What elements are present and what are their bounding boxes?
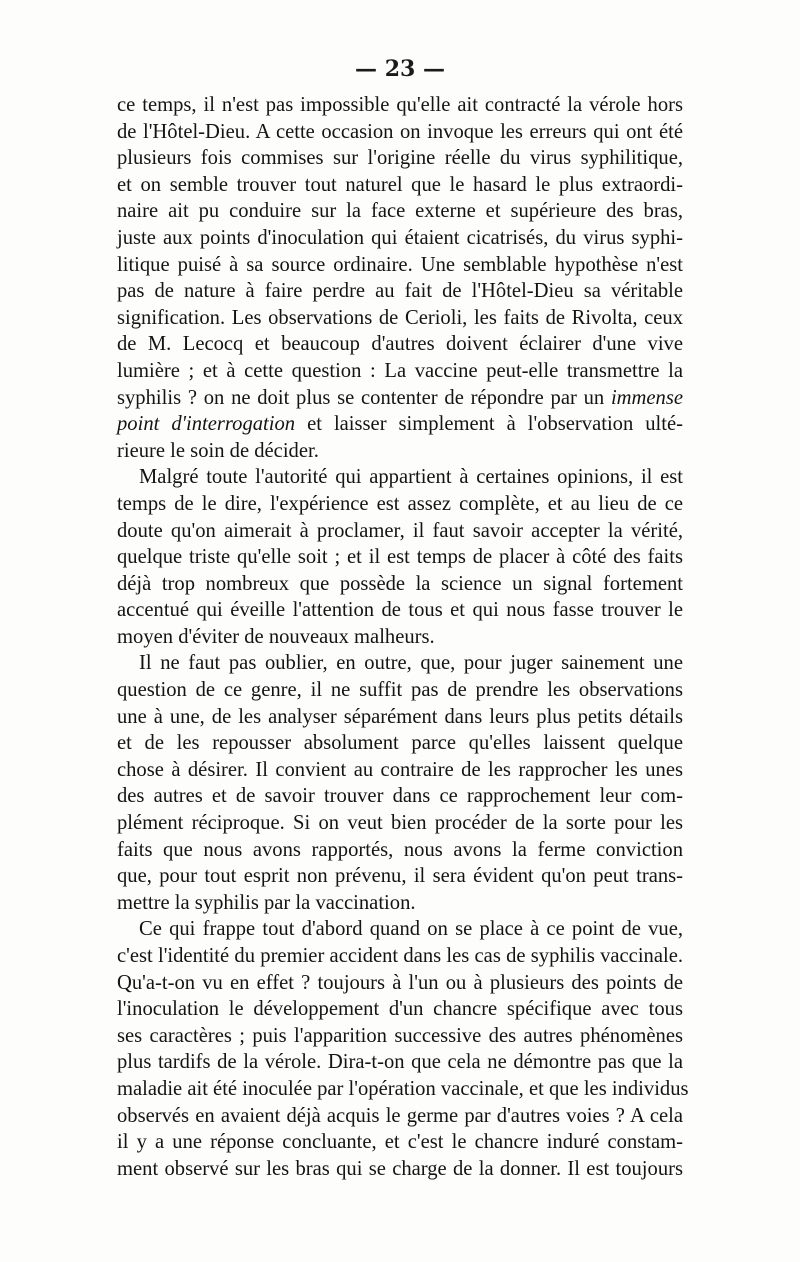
text-line: de M. Lecocq et beaucoup d'autres doivent éclairer d'une vive <box>117 333 683 356</box>
text-line: déjà trop nombreux que possède la science un signal fortement <box>117 572 683 595</box>
text-line: Ce qui frappe tout d'abord quand on se place à ce point de vue, <box>139 918 683 941</box>
text-line: il y a une réponse concluante, et c'est le chancre induré constam- <box>117 1131 683 1154</box>
italic-phrase: point d'interrogation <box>117 413 296 436</box>
text-line: litique puisé à sa source ordinaire. Une semblable hypothèse n'est <box>117 253 683 276</box>
text-line: Qu'a-t-on vu en effet ? toujours à l'un ou à plusieurs des points de <box>117 971 683 994</box>
text-line: des autres et de savoir trouver dans ce rapprochement leur com- <box>117 785 683 808</box>
text-line: plusieurs fois commises sur l'origine réelle du virus syphilitique, <box>117 147 683 170</box>
text-line: doute qu'on aimerait à proclamer, il faut savoir accepter la vérité, <box>117 519 683 542</box>
text-line: que, pour tout esprit non prévenu, il sera évident qu'on peut trans- <box>117 865 683 888</box>
italic-phrase: immense <box>610 386 683 409</box>
text-line: maladie ait été inoculée par l'opération vaccinale, et que les individus <box>117 1077 689 1100</box>
paragraph-2 <box>117 464 683 650</box>
text-line: Il ne faut pas oublier, en outre, que, pour juger sainement une <box>139 652 683 675</box>
text-line: c'est l'identité du premier accident dans les cas de syphilis vaccinale. <box>117 945 683 967</box>
text-line: mettre la syphilis par la vaccination. <box>117 891 416 914</box>
text-line: faits que nous avons rapportés, nous avons la ferme conviction <box>117 838 683 861</box>
text-line: ses caractères ; puis l'apparition successive des autres phénomènes <box>117 1024 683 1047</box>
body-text <box>117 92 689 1182</box>
paragraph-3 <box>117 650 683 916</box>
text-line: lumière ; et à cette question : La vaccine peut-elle transmettre la <box>117 359 683 382</box>
text-line: naire ait pu conduire sur la face externe et supérieure des bras, <box>117 200 683 223</box>
text-line: de l'Hôtel-Dieu. A cette occasion on invoque les erreurs qui ont été <box>117 120 683 143</box>
text-line: plément réciproque. Si on veut bien procéder de la sorte pour les <box>117 812 683 835</box>
text-line: signification. Les observations de Cerioli, les faits de Rivolta, ceux <box>117 306 683 329</box>
text-line: une à une, de les analyser séparément dans leurs plus petits détails <box>117 705 683 728</box>
text-line: observés en avaient déjà acquis le germe par d'autres voies ? A cela <box>117 1104 683 1127</box>
text-line: quelque triste qu'elle soit ; et il est temps de placer à côté des faits <box>117 546 683 569</box>
text-segment: syphilis ? on ne doit plus se contenter de répondre par un <box>117 386 605 409</box>
paragraph-1 <box>117 92 683 464</box>
text-line: plus tardifs de la vérole. Dira-t-on que cela ne démontre pas que la <box>117 1051 683 1074</box>
text-line: rieure le soin de décider. <box>117 439 319 462</box>
text-line: et de les repousser absolument parce qu'elles laissent quelque <box>117 732 683 755</box>
text-line: l'inoculation le développement d'un chancre spécifique avec tous <box>117 998 683 1021</box>
text-segment: et laisser simplement à l'observation ulté- <box>295 413 683 436</box>
text-line: Malgré toute l'autorité qui appartient à certaines opinions, il est <box>139 466 683 489</box>
page-number: — 23 — <box>355 56 445 82</box>
text-line: question de ce genre, il ne suffit pas de prendre les observations <box>117 679 683 702</box>
text-line: accentué qui éveille l'attention de tous et qui nous fasse trouver le <box>117 599 683 622</box>
text-line: ment observé sur les bras qui se charge de la donner. Il est toujours <box>117 1157 683 1180</box>
text-line: temps de le dire, l'expérience est assez complète, et au lieu de ce <box>117 492 683 515</box>
text-line: pas de nature à faire perdre au fait de l'Hôtel-Dieu sa véritable <box>117 280 683 303</box>
text-line-with-italic <box>117 411 683 438</box>
text-line: moyen d'éviter de nouveaux malheurs. <box>117 625 435 648</box>
text-line-with-italic <box>117 385 683 412</box>
text-line: et on semble trouver tout naturel que le hasard le plus extraordi- <box>117 173 683 196</box>
paragraph-4 <box>117 916 689 1182</box>
text-line: chose à désirer. Il convient au contraire de les rapprocher les unes <box>117 758 683 781</box>
text-line: juste aux points d'inoculation qui étaient cicatrisés, du virus syphi- <box>117 226 683 249</box>
text-line: ce temps, il n'est pas impossible qu'elle ait contracté la vérole hors <box>117 94 683 116</box>
